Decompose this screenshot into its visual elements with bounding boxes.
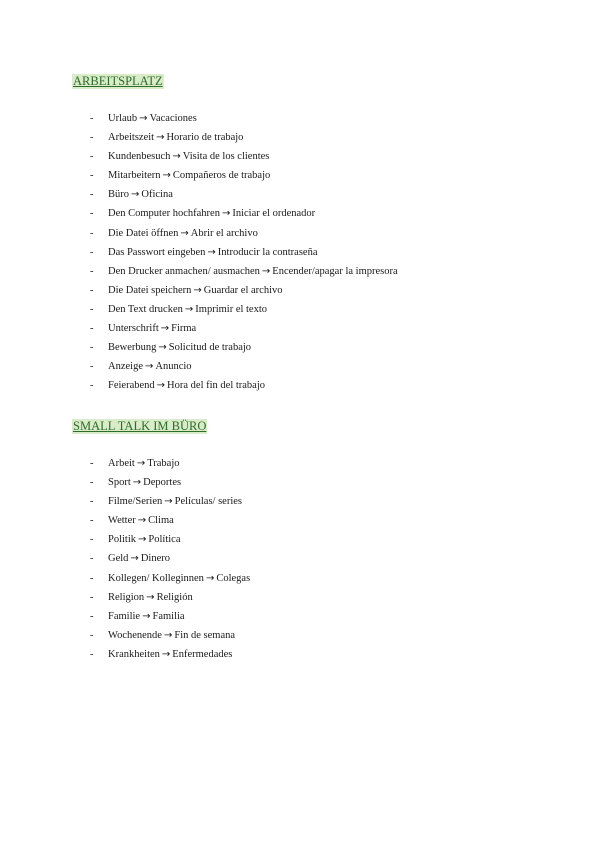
german-term: Mitarbeitern	[108, 170, 161, 182]
vocab-pair	[108, 454, 180, 473]
bullet-dash: -	[90, 610, 94, 622]
vocab-pair	[108, 224, 258, 243]
vocab-pair	[108, 588, 193, 607]
section-heading: SMALL TALK IM BÜRO	[73, 419, 207, 433]
spanish-term: Dinero	[140, 553, 170, 565]
vocab-pair	[108, 511, 174, 530]
german-term: Die Datei speichern	[108, 284, 192, 296]
bullet-dash: -	[90, 380, 94, 392]
bullet-dash: -	[90, 227, 94, 239]
german-term: Die Datei öffnen	[108, 227, 179, 239]
german-term: Kollegen/ Kolleginnen	[108, 572, 204, 584]
arrow-right-icon: →	[138, 534, 147, 546]
spanish-term: Colegas	[216, 572, 251, 584]
bullet-dash: -	[90, 591, 94, 603]
german-term: Religion	[108, 591, 145, 603]
spanish-term: Iniciar el ordenador	[232, 208, 316, 220]
arrow-right-icon: →	[161, 648, 171, 660]
arrow-right-icon: →	[162, 170, 171, 182]
german-term: Arbeitszeit	[108, 132, 155, 144]
spanish-term: Religión	[156, 591, 193, 603]
arrow-right-icon: →	[172, 151, 181, 163]
arrow-right-icon: →	[193, 284, 202, 296]
bullet-dash: -	[90, 113, 94, 124]
spanish-term: Política	[148, 534, 181, 546]
bullet-dash: -	[90, 265, 94, 277]
german-term: Wochenende	[108, 629, 162, 641]
arrow-right-icon: →	[261, 265, 271, 277]
spanish-term: Abrir el archivo	[190, 227, 258, 239]
arrow-right-icon: →	[130, 553, 139, 565]
vocab-pair	[108, 357, 192, 376]
vocab-pair	[108, 166, 270, 185]
spanish-term: Introducir la contraseña	[217, 246, 318, 258]
bullet-dash: -	[90, 342, 94, 354]
arrow-right-icon: →	[184, 303, 194, 315]
arrow-right-icon: →	[144, 361, 154, 373]
german-term: Urlaub	[108, 113, 138, 124]
bullet-dash: -	[90, 534, 94, 546]
spanish-term: Anuncio	[155, 361, 192, 373]
bullet-dash: -	[90, 323, 94, 335]
arrow-right-icon: →	[146, 591, 155, 603]
arrow-right-icon: →	[156, 380, 166, 392]
arrow-right-icon: →	[160, 323, 170, 335]
vocab-pair	[108, 262, 398, 281]
vocab-pair	[108, 319, 196, 338]
arrow-right-icon: →	[131, 189, 140, 201]
spanish-term: Firma	[171, 323, 197, 335]
spanish-term: Compañeros de trabajo	[172, 170, 271, 182]
spanish-term: Horario de trabajo	[166, 132, 244, 144]
spanish-term: Encender/apagar la impresora	[272, 265, 398, 277]
german-term: Krankheiten	[108, 648, 160, 660]
arrow-right-icon: →	[163, 629, 173, 641]
vocab-pair	[108, 645, 232, 664]
bullet-dash: -	[90, 303, 94, 315]
spanish-term: Solicitud de trabajo	[168, 342, 252, 354]
german-term: Bewerbung	[108, 342, 157, 354]
arrow-right-icon: →	[158, 342, 167, 354]
bullet-dash: -	[90, 496, 94, 508]
bullet-dash: -	[90, 629, 94, 641]
spanish-term: Fin de semana	[174, 629, 236, 641]
section-heading: ARBEITSPLATZ	[73, 74, 163, 88]
spanish-term: Enfermedades	[172, 648, 233, 660]
vocab-pair	[108, 626, 235, 645]
arrow-right-icon: →	[207, 246, 216, 258]
german-term: Anzeige	[108, 361, 143, 373]
arrow-right-icon: →	[137, 515, 147, 527]
bullet-dash: -	[90, 648, 94, 660]
vocab-pair	[108, 147, 269, 166]
arrow-right-icon: →	[180, 227, 189, 239]
german-term: Büro	[108, 189, 129, 201]
arrow-right-icon: →	[164, 496, 173, 508]
vocab-pair	[108, 473, 181, 492]
vocab-pair	[108, 109, 197, 128]
bullet-dash: -	[90, 151, 94, 163]
spanish-term: Familia	[152, 610, 185, 622]
german-term: Arbeit	[108, 458, 135, 469]
spanish-term: Deportes	[143, 477, 182, 489]
spanish-term: Oficina	[141, 189, 173, 201]
vocab-pair	[108, 243, 318, 262]
section-small-talk	[72, 417, 552, 660]
spanish-term: Guardar el archivo	[203, 284, 283, 296]
bullet-dash: -	[90, 572, 94, 584]
spanish-term: Hora del fin del trabajo	[167, 380, 266, 392]
bullet-dash: -	[90, 132, 94, 144]
arrow-right-icon: →	[221, 208, 231, 220]
arrow-right-icon: →	[205, 572, 215, 584]
german-term: Filme/Serien	[108, 496, 163, 508]
german-term: Den Text drucken	[108, 303, 183, 315]
arrow-right-icon: →	[156, 132, 165, 144]
german-term: Unterschrift	[108, 323, 159, 335]
vocab-pair	[108, 376, 265, 395]
vocab-pair	[108, 549, 170, 568]
vocab-pair	[108, 281, 283, 300]
bullet-dash: -	[90, 284, 94, 296]
bullet-dash: -	[90, 553, 94, 565]
arrow-right-icon: →	[139, 113, 148, 124]
section-arbeitsplatz	[72, 72, 552, 392]
german-term: Wetter	[108, 515, 136, 527]
german-term: Familie	[108, 610, 141, 622]
vocab-pair	[108, 338, 251, 357]
vocab-pair	[108, 128, 243, 147]
vocab-pair	[108, 530, 181, 549]
bullet-dash: -	[90, 515, 94, 527]
german-term: Geld	[108, 553, 129, 565]
spanish-term: Películas/ series	[174, 496, 242, 508]
german-term: Den Computer hochfahren	[108, 208, 220, 220]
bullet-dash: -	[90, 189, 94, 201]
arrow-right-icon: →	[142, 610, 151, 622]
vocab-pair	[108, 492, 242, 511]
vocab-pair	[108, 607, 185, 626]
arrow-right-icon: →	[136, 458, 146, 469]
spanish-term: Visita de los clientes	[182, 151, 270, 163]
vocab-pair	[108, 204, 315, 223]
vocab-pair	[108, 185, 173, 204]
bullet-dash: -	[90, 458, 94, 469]
spanish-term: Imprimir el texto	[195, 303, 268, 315]
spanish-term: Trabajo	[147, 458, 180, 469]
german-term: Sport	[108, 477, 131, 489]
german-term: Den Drucker anmachen/ ausmachen	[108, 265, 260, 277]
german-term: Das Passwort eingeben	[108, 246, 206, 258]
bullet-dash: -	[90, 361, 94, 373]
vocab-pair	[108, 300, 267, 319]
spanish-term: Vacaciones	[149, 113, 197, 124]
german-term: Politik	[108, 534, 137, 546]
vocab-pair	[108, 569, 250, 588]
bullet-dash: -	[90, 170, 94, 182]
german-term: Feierabend	[108, 380, 155, 392]
bullet-dash: -	[90, 477, 94, 489]
arrow-right-icon: →	[132, 477, 142, 489]
german-term: Kundenbesuch	[108, 151, 171, 163]
spanish-term: Clima	[148, 515, 174, 527]
bullet-dash: -	[90, 208, 94, 220]
bullet-dash: -	[90, 246, 94, 258]
